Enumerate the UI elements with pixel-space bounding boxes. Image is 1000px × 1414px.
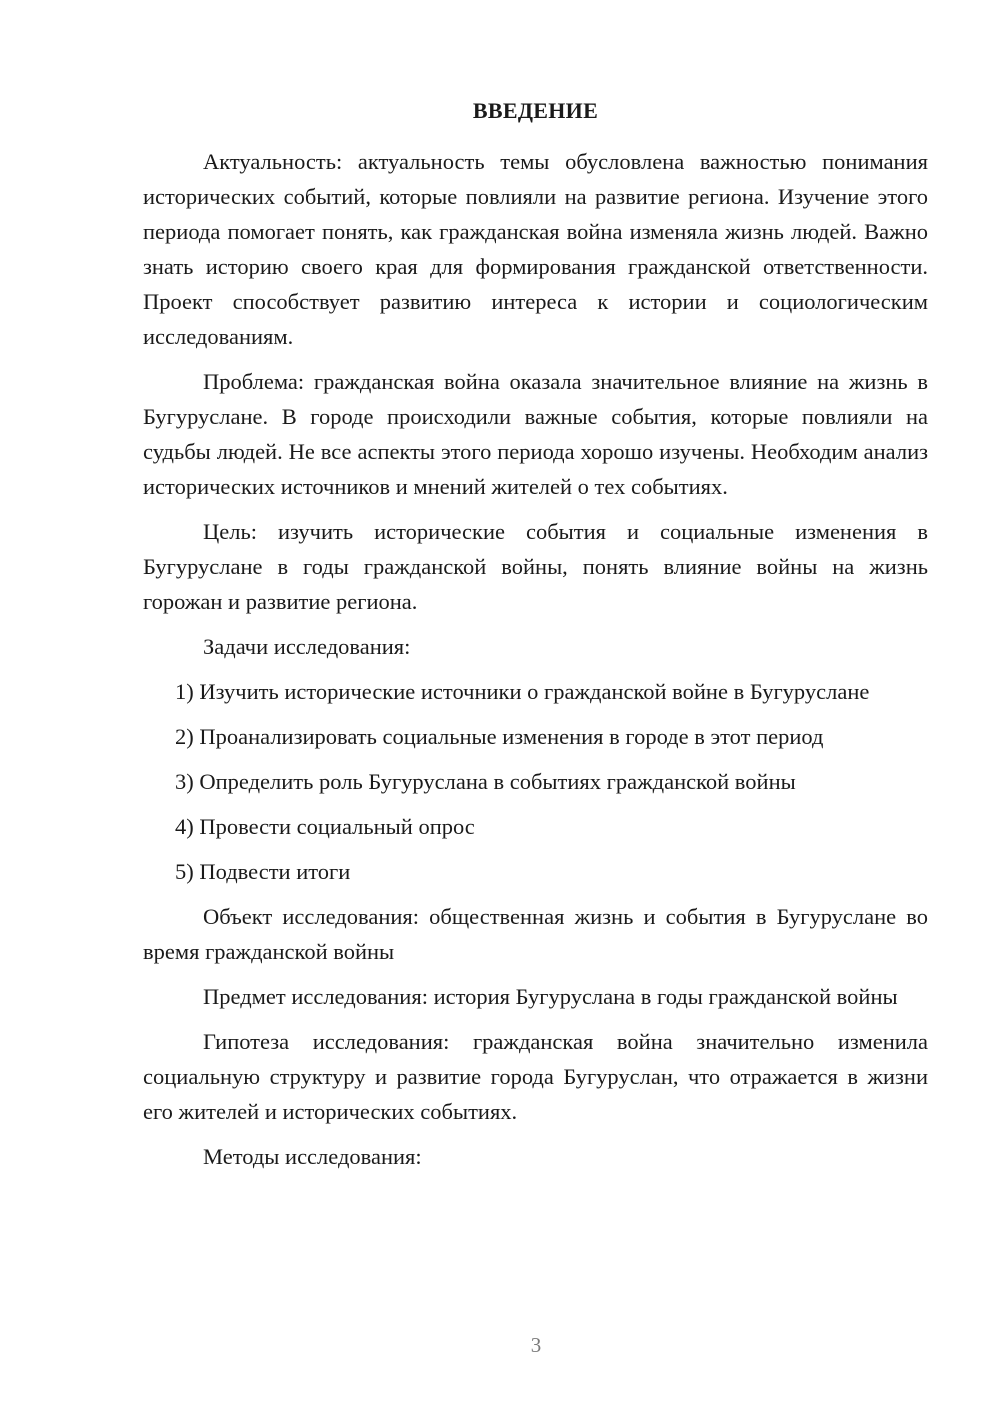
paragraph-tasks-heading: Задачи исследования: xyxy=(203,634,411,659)
page-number: 3 xyxy=(530,1333,542,1357)
list-item: 4) Провести социальный опрос xyxy=(175,814,475,839)
list-item: 2) Проанализировать социальные изменения в городе в этот период xyxy=(175,724,824,749)
paragraph-goal: Цель: изучить исторические события и социальные изменения в Бугуруслане в годы гражданской войны, понять влияние войны на жизнь горожан и развитие региона. xyxy=(143,519,928,614)
document-page xyxy=(143,96,928,1184)
list-item: 1) Изучить исторические источники о гражданской войне в Бугуруслане xyxy=(175,679,870,704)
paragraph-hypothesis: Гипотеза исследования: гражданская война значительно изменила социальную структуру и развитие города Бугуруслан, что отражается в жизни его жителей и исторических событиях. xyxy=(143,1029,928,1124)
paragraph-relevance: Актуальность: актуальность темы обусловлена важностью понимания исторических событий, которые повлияли на развитие региона. Изучение этого периода помогает понять, как гражданская война изменяла жизнь людей. Важно знать историю своего края для формирования гражданской ответственности. Проект способствует развитию интереса к истории и социологическим исследованиям. xyxy=(143,149,928,349)
list-item: 5) Подвести итоги xyxy=(175,859,351,884)
list-item: 3) Определить роль Бугуруслана в событиях гражданской войны xyxy=(175,769,796,794)
page-title: ВВЕДЕНИЕ xyxy=(472,98,599,123)
tasks-list xyxy=(143,674,928,889)
paragraph-problem: Проблема: гражданская война оказала значительное влияние на жизнь в Бугуруслане. В городе происходили важные события, которые повлияли на судьбы людей. Не все аспекты этого периода хорошо изучены. Необходим анализ исторических источников и мнений жителей о тех событиях. xyxy=(143,369,928,499)
paragraph-methods-heading: Методы исследования: xyxy=(203,1144,422,1169)
paragraph-object: Объект исследования: общественная жизнь и события в Бугуруслане во время гражданской войны xyxy=(143,904,928,964)
paragraph-subject: Предмет исследования: история Бугуруслана в годы гражданской войны xyxy=(203,984,898,1009)
